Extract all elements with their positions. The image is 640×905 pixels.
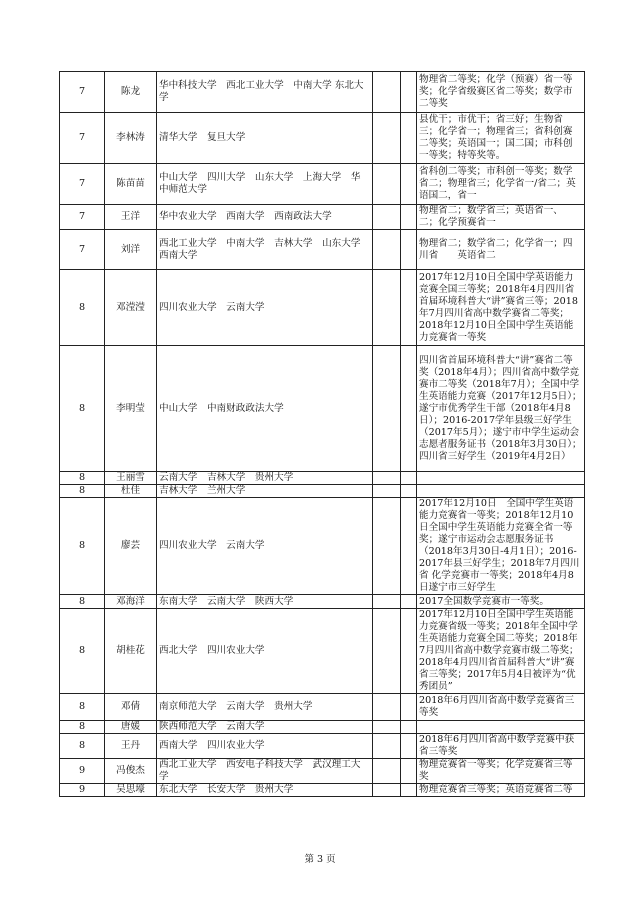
awards-cell: 物理省二；数学省二；化学省一；四川省 英语省二 [417,230,585,270]
blank-cell [373,734,401,759]
name-cell: 唐媛 [105,721,157,734]
table-row [60,595,585,609]
rank-cell: 7 [60,230,105,270]
blank-cell [373,784,401,797]
rank-cell: 7 [60,113,105,164]
awards-cell: 物理竞赛省一等奖；化学竞赛省三等奖 [417,759,585,784]
table-row [60,113,585,164]
name-cell: 杜佳 [105,485,157,498]
name-cell: 王丽雪 [105,472,157,485]
name-cell: 李林涛 [105,113,157,164]
awards-cell [417,472,585,485]
rank-cell: 8 [60,270,105,346]
table-row [60,230,585,270]
table-row [60,734,585,759]
name-cell: 邓滢滢 [105,270,157,346]
table-row [60,346,585,472]
blank-cell [401,734,417,759]
rank-cell: 8 [60,498,105,595]
blank-cell [401,498,417,595]
name-cell: 胡桂花 [105,609,157,694]
name-cell: 冯俊杰 [105,759,157,784]
table-row [60,784,585,797]
blank-cell [401,721,417,734]
table-row [60,270,585,346]
name-cell: 刘洋 [105,230,157,270]
blank-cell [373,205,401,230]
table-row [60,472,585,485]
awards-cell: 2017年12月10日全国中学生英语能力竞赛省级一等奖；2018年全国中学生英语能力竞赛全国二等奖；2018年7月四川省高中数学竞赛市级二等奖；2018年4月四川省首届科普大“讲”赛省三等奖；2017年5月4日被评为“优秀团员” [417,609,585,694]
rank-cell: 8 [60,595,105,609]
blank-cell [373,270,401,346]
blank-cell [373,164,401,205]
blank-cell [401,472,417,485]
blank-cell [373,346,401,472]
name-cell: 王洋 [105,205,157,230]
name-cell: 陈苗苗 [105,164,157,205]
name-cell: 廖芸 [105,498,157,595]
universities-cell: 四川农业大学 云南大学 [157,270,373,346]
blank-cell [373,759,401,784]
universities-cell: 南京师范大学 云南大学 贵州大学 [157,694,373,721]
blank-cell [401,595,417,609]
universities-cell: 东北大学 长安大学 贵州大学 [157,784,373,797]
awards-cell: 2018年6月四川省高中数学竞赛中获省三等奖 [417,734,585,759]
universities-cell: 四川农业大学 云南大学 [157,498,373,595]
universities-cell: 西北工业大学 中南大学 吉林大学 山东大学 西南大学 [157,230,373,270]
rank-cell: 7 [60,72,105,113]
blank-cell [373,230,401,270]
rank-cell: 7 [60,205,105,230]
awards-cell [417,721,585,734]
awards-cell: 县优干；市优干；省三好；生物省三；化学省一；物理省三；省科创赛二等奖；英语国一；国二国；市科创一等奖；特等奖等。 [417,113,585,164]
name-cell: 邓倩 [105,694,157,721]
blank-cell [401,346,417,472]
awards-cell: 四川省首届环境科普大“讲”赛省二等奖（2018年4月）；四川省高中数学竞赛市二等奖（2018年7月）；全国中学生英语能力竞赛（2017年12月5日）；遂宁市优秀学生干部（2018年4月8日）；2016-2017学年县级三好学生（2017年5月）；遂宁市中学生运动会志愿者服务证书（2018年3月30日）；四川省三好学生（2019年4月2日） [417,346,585,472]
awards-cell: 物理省二等奖；化学（预赛）省一等奖；化学省级赛区省二等奖；数学市二等奖 [417,72,585,113]
rank-cell: 9 [60,784,105,797]
awards-cell: 省科创二等奖；市科创一等奖；数学省二；物理省三；化学省一/省二；英语国二，省一 [417,164,585,205]
blank-cell [401,694,417,721]
universities-cell: 中山大学 中南财政政法大学 [157,346,373,472]
blank-cell [401,113,417,164]
awards-cell: 2018年6月四川省高中数学竞赛省三等奖 [417,694,585,721]
awards-cell: 2017年12月10日 全国中学生英语能力竞赛省一等奖；2018年12月10日全国中学生英语能力竞赛全省一等奖；遂宁市运动会志愿服务证书（2018年3月30日-4月1日）；2016-2017年县三好学生；2018年7月四川省 化学竞赛市一等奖；2018年4月8日遂宁市三好学生 [417,498,585,595]
blank-cell [373,609,401,694]
table-row [60,485,585,498]
table-row [60,72,585,113]
blank-cell [373,694,401,721]
rank-cell: 8 [60,485,105,498]
awards-cell: 2017年12月10日全国中学英语能力竞赛全国三等奖；2018年4月四川省首届环境科普大“讲”赛省三等；2018年7月四川省高中数学赛省二等奖；2018年12月10日全国中学生英语能力竞赛省一等奖 [417,270,585,346]
universities-cell: 陕西师范大学 云南大学 [157,721,373,734]
blank-cell [373,721,401,734]
rank-cell: 8 [60,694,105,721]
admissions-table [59,71,585,797]
blank-cell [373,72,401,113]
table-row [60,164,585,205]
name-cell: 王丹 [105,734,157,759]
blank-cell [401,205,417,230]
table-row [60,609,585,694]
universities-cell: 清华大学 复旦大学 [157,113,373,164]
blank-cell [401,270,417,346]
rank-cell: 7 [60,164,105,205]
table-row [60,721,585,734]
blank-cell [401,164,417,205]
universities-cell: 吉林大学 兰州大学 [157,485,373,498]
universities-cell: 中山大学 四川大学 山东大学 上海大学 华中师范大学 [157,164,373,205]
name-cell: 陈龙 [105,72,157,113]
rank-cell: 8 [60,734,105,759]
universities-cell: 华中农业大学 西南大学 西南政法大学 [157,205,373,230]
blank-cell [373,498,401,595]
table-row [60,498,585,595]
name-cell: 邓海洋 [105,595,157,609]
awards-cell [417,485,585,498]
name-cell: 李明莹 [105,346,157,472]
blank-cell [401,485,417,498]
awards-cell: 物理省二；数学省三；英语省一、二；化学预赛省一 [417,205,585,230]
blank-cell [373,595,401,609]
table-row [60,205,585,230]
page-number: 第 3 页 [304,854,336,865]
blank-cell [401,72,417,113]
rank-cell: 9 [60,759,105,784]
blank-cell [401,230,417,270]
rank-cell: 8 [60,721,105,734]
blank-cell [373,485,401,498]
universities-cell: 西北工业大学 西安电子科技大学 武汉理工大学 [157,759,373,784]
universities-cell: 西南大学 四川农业大学 [157,734,373,759]
universities-cell: 华中科技大学 西北工业大学 中南大学 东北大学 [157,72,373,113]
table-row [60,694,585,721]
awards-cell: 2017全国数学竞赛市一等奖。 [417,595,585,609]
universities-cell: 云南大学 吉林大学 贵州大学 [157,472,373,485]
awards-cell: 物理竞赛省三等奖；英语竞赛省二等 [417,784,585,797]
table-row [60,759,585,784]
universities-cell: 西北大学 四川农业大学 [157,609,373,694]
rank-cell: 8 [60,472,105,485]
table-body [60,72,585,797]
blank-cell [401,609,417,694]
universities-cell: 东南大学 云南大学 陕西大学 [157,595,373,609]
rank-cell: 8 [60,609,105,694]
blank-cell [401,784,417,797]
name-cell: 吴思壕 [105,784,157,797]
rank-cell: 8 [60,346,105,472]
blank-cell [373,113,401,164]
blank-cell [373,472,401,485]
blank-cell [401,759,417,784]
